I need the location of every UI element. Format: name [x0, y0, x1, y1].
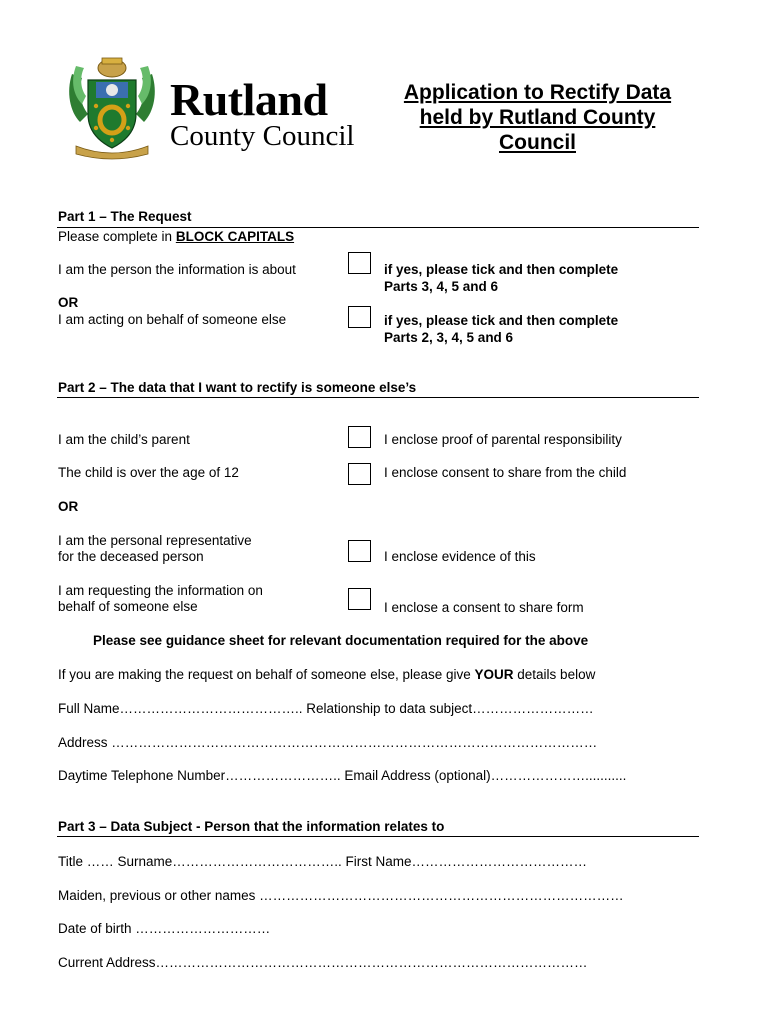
parent-label: I am the child’s parent	[58, 432, 190, 447]
current-address-field[interactable]: Current Address……………………………………………………………………………………	[58, 955, 588, 970]
child-consent-label: I enclose consent to share from the child	[384, 465, 627, 480]
date-of-birth-field[interactable]: Date of birth …………………………	[58, 921, 271, 936]
option-self-checkbox[interactable]	[348, 252, 371, 274]
maiden-name-field[interactable]: Maiden, previous or other names ………………………………………………………………………	[58, 888, 624, 903]
part1-or: OR	[58, 295, 79, 310]
part3-heading: Part 3 – Data Subject - Person that the information relates to	[58, 819, 445, 834]
part2-rule	[57, 397, 699, 398]
subject-name-field[interactable]: Title …… Surname……………………………….. First Name…………………………………	[58, 854, 588, 869]
representative-label-1: I am the personal representative	[58, 533, 252, 548]
consent-form-label: I enclose a consent to share form	[384, 600, 584, 615]
option-behalf-note-1: if yes, please tick and then complete	[384, 313, 619, 328]
option-self-label: I am the person the information is about	[58, 262, 296, 277]
full-name-field[interactable]: Full Name………………………………….. Relationship to data subject………………………	[58, 701, 594, 716]
representative-label-2: for the deceased person	[58, 549, 204, 564]
option-self-note-1: if yes, please tick and then complete	[384, 262, 619, 277]
address-field[interactable]: Address ………………………………………………………………………………………………	[58, 735, 598, 750]
child-age-label: The child is over the age of 12	[58, 465, 239, 480]
evidence-checkbox[interactable]	[348, 540, 371, 562]
logo-subtitle: County Council	[170, 120, 355, 152]
instruction-prefix: Please complete in	[58, 229, 176, 244]
phone-email-field[interactable]: Daytime Telephone Number…………………….. Email Address (optional)…………………...........	[58, 768, 627, 783]
option-behalf-checkbox[interactable]	[348, 306, 371, 328]
logo-name: Rutland	[170, 74, 328, 125]
option-behalf-label: I am acting on behalf of someone else	[58, 312, 287, 327]
consent-form-checkbox[interactable]	[348, 588, 371, 610]
council-crest	[66, 52, 158, 160]
details-suffix: details below	[513, 667, 596, 682]
behalf-label-2: behalf of someone else	[58, 599, 198, 614]
evidence-label: I enclose evidence of this	[384, 549, 536, 564]
part1-instruction	[58, 229, 294, 245]
child-consent-checkbox[interactable]	[348, 463, 371, 485]
part1-heading: Part 1 – The Request	[58, 209, 192, 224]
details-prefix: If you are making the request on behalf of someone else, please give	[58, 667, 475, 682]
details-instruction	[58, 667, 595, 683]
option-self-note-2: Parts 3, 4, 5 and 6	[384, 279, 499, 294]
behalf-label-1: I am requesting the information on	[58, 583, 263, 598]
instruction-emphasis: BLOCK CAPITALS	[175, 229, 295, 244]
part2-or: OR	[58, 499, 79, 514]
parental-proof-checkbox[interactable]	[348, 426, 371, 448]
part3-rule	[57, 836, 699, 837]
page-title: Application to Rectify Data held by Rutland County Council	[403, 81, 672, 154]
details-emphasis: YOUR	[474, 667, 514, 682]
parental-proof-label: I enclose proof of parental responsibility	[384, 432, 622, 447]
option-behalf-note-2: Parts 2, 3, 4, 5 and 6	[384, 330, 514, 345]
part2-heading: Part 2 – The data that I want to rectify is someone else’s	[58, 380, 417, 395]
guidance-note: Please see guidance sheet for relevant documentation required for the above	[93, 633, 589, 648]
part1-rule	[57, 227, 699, 228]
